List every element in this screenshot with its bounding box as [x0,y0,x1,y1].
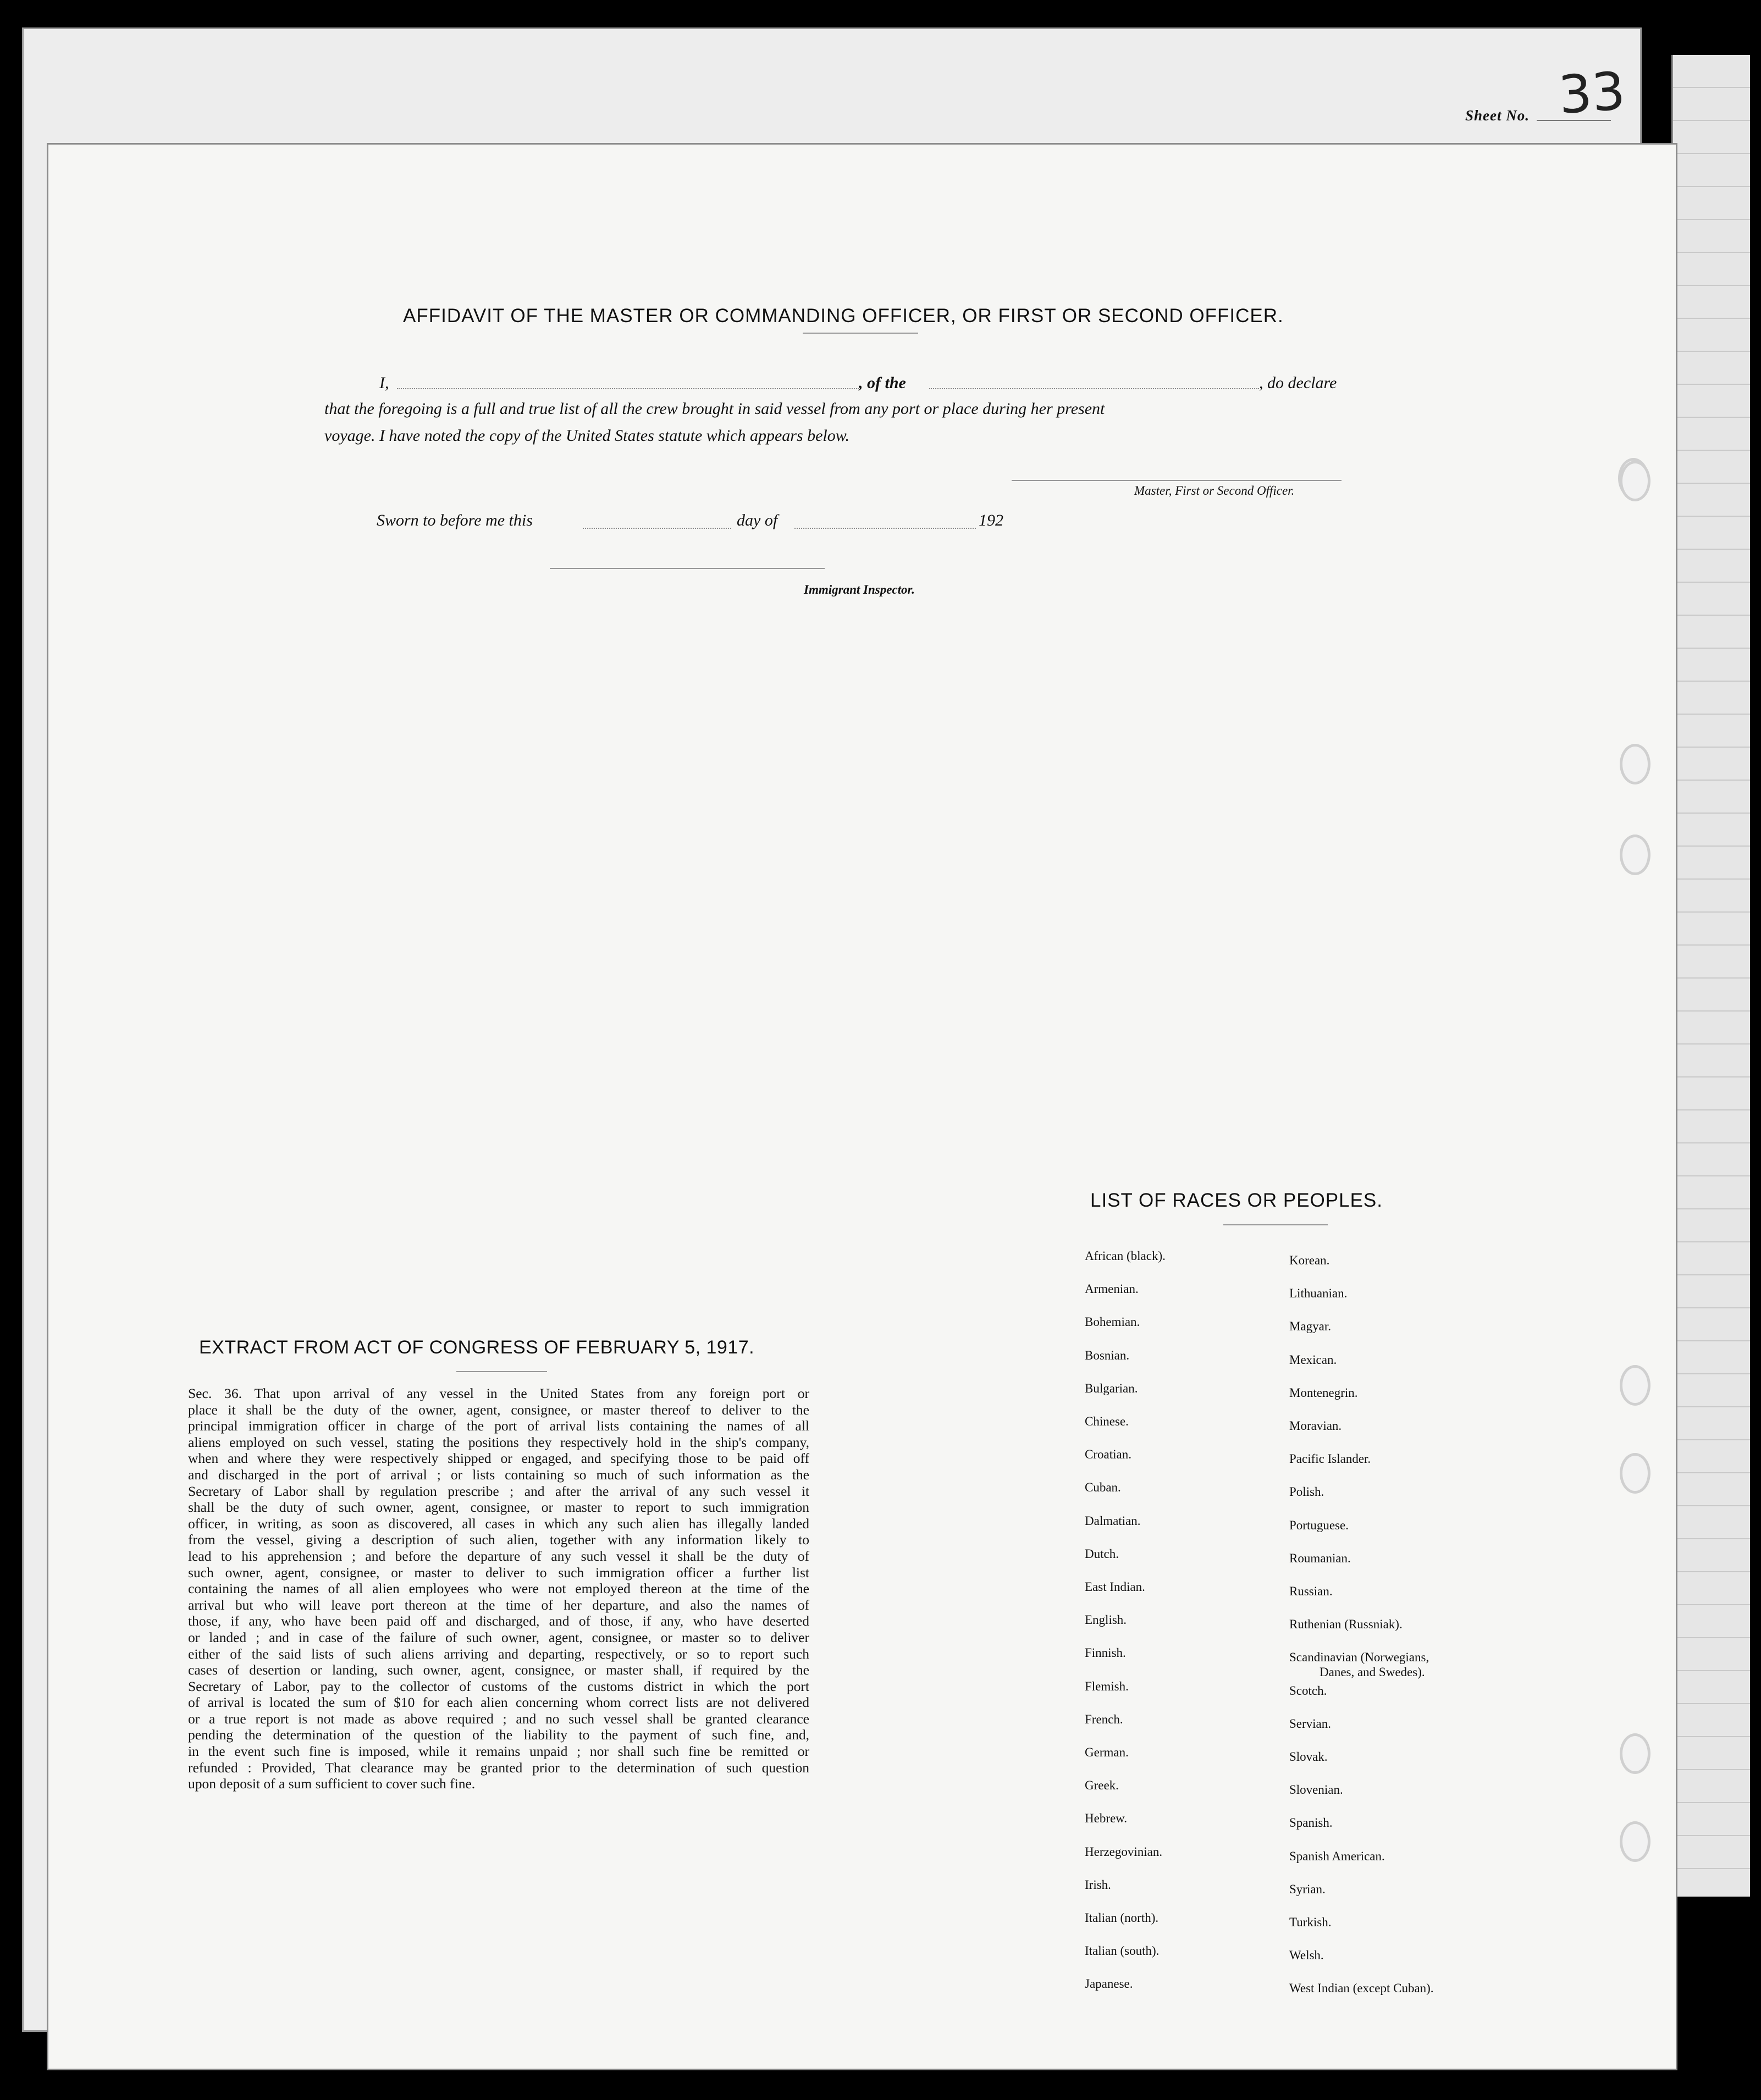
sheet-no-label: Sheet No. [1465,107,1530,124]
race-item: Roumanian. [1289,1551,1351,1565]
sec36-line: or a true report is not made as above required ; and no such vessel shall be granted clearance [188,1710,809,1727]
race-item: Croatian. [1085,1447,1131,1462]
race-item: Magyar. [1289,1319,1332,1334]
sec36-line: upon deposit of a sum sufficient to cover such fine. [188,1776,476,1792]
vessel-blank [929,388,1259,389]
race-item: Portuguese. [1289,1518,1349,1532]
affidavit-i-label: I, [379,374,389,392]
race-item: Finnish. [1085,1646,1126,1660]
sec36-line: place it shall be the duty of the owner, agent, consignee, or master thereof to deliver to the [188,1401,809,1418]
sworn-label: Sworn to before me this [377,511,533,529]
year-label: 192 [979,511,1003,529]
race-item: East Indian. [1085,1580,1145,1594]
race-item: West Indian (except Cuban). [1289,1981,1434,1996]
race-item: Slovak. [1289,1750,1328,1764]
race-item: African (black). [1085,1249,1166,1263]
section-36-text [188,1385,809,1792]
race-item: Slovenian. [1289,1783,1343,1797]
sec36-line: principal immigration officer in charge of the port of arrival lists containing the names of all [188,1418,809,1434]
sec36-line: when and where they were respectively shipped or engaged, and specifying those to be paid off [188,1450,809,1467]
sec36-line: such owner, agent, consignee, or master to deliver to such immigration officer a further list [188,1564,809,1580]
race-item: Armenian. [1085,1282,1139,1296]
sec36-line: officer, in writing, as soon as discovered, all cases in which any such alien has illegally landed [188,1515,809,1532]
race-item: Greek. [1085,1778,1119,1793]
binder-hole-icon [1620,1733,1650,1774]
race-item: Moravian. [1289,1419,1342,1433]
sec36-line: arrival but who will leave port thereon at the time of her departure, and also the names of [188,1596,809,1613]
affidavit-title: AFFIDAVIT OF THE MASTER OR COMMANDING OFFICER, OR FIRST OR SECOND OFFICER. [403,305,1284,327]
race-item: Dutch. [1085,1546,1119,1561]
race-item: Cuban. [1085,1480,1121,1495]
races-underline [1223,1224,1328,1225]
race-item: Bulgarian. [1085,1381,1138,1395]
race-item: Ruthenian (Russniak). [1289,1617,1403,1632]
affidavit-line-2: that the foregoing is a full and true list of all the crew brought in said vessel from any port or place during her present [324,400,1105,418]
race-item: Spanish. [1289,1816,1333,1830]
sec36-line: or landed ; and in case of the failure of such owner, agent, consignee, or master so to deliver [188,1629,809,1645]
sec36-line: Secretary of Labor shall by regulation prescribe ; and after the arrival of any such vessel it [188,1483,809,1499]
race-item: Irish. [1085,1877,1111,1892]
extract-underline [456,1371,547,1372]
binder-hole-icon [1620,744,1650,784]
race-item: Polish. [1289,1485,1324,1499]
race-item: Bosnian. [1085,1348,1130,1362]
race-item: Dalmatian. [1085,1513,1141,1528]
sec36-line: containing the names of all alien employees who were not employed thereon at the time of the [188,1580,809,1597]
name-blank [397,388,859,389]
sec36-line: those, if any, who have been paid off and discharged, and of those, if any, who have deserted [188,1613,809,1629]
race-item: Montenegrin. [1289,1385,1358,1400]
immigrant-inspector-label: Immigrant Inspector. [804,583,915,596]
race-item: Danes, and Swedes). [1320,1665,1425,1679]
race-item: Pacific Islander. [1289,1452,1371,1466]
sec36-line: in the event such fine is imposed, while it remains unpaid ; nor shall such fine be remitted or [188,1743,809,1760]
race-item: Chinese. [1085,1414,1129,1428]
sworn-day-blank [583,528,731,529]
race-item: Syrian. [1289,1882,1326,1896]
race-item: Japanese. [1085,1977,1133,1991]
sec36-line: and discharged in the port of arrival ; or lists containing so much of such information as the [188,1466,809,1483]
race-item: Russian. [1289,1584,1333,1598]
sec36-line: lead to his apprehension ; and before the departure of any such vessel it shall be the duty of [188,1548,809,1564]
binder-hole-icon [1620,1365,1650,1406]
extract-title: EXTRACT FROM ACT OF CONGRESS OF FEBRUARY 5, 1917. [199,1337,755,1358]
sec36-line: refunded : Provided, That clearance may be granted prior to the determination of such question [188,1759,809,1776]
master-officer-label: Master, First or Second Officer. [1134,484,1295,498]
races-title: LIST OF RACES OR PEOPLES. [1090,1190,1383,1211]
race-item: Scandinavian (Norwegians, [1289,1650,1429,1665]
race-item: German. [1085,1745,1129,1759]
race-item: Turkish. [1289,1915,1332,1929]
binder-hole-icon [1620,835,1650,875]
sec36-line: of arrival is located the sum of $10 for each alien concerning whom correct lists are not delivered [188,1694,809,1711]
race-item: Korean. [1289,1253,1330,1267]
binder-hole-icon [1620,1821,1650,1862]
month-blank [794,528,976,529]
binder-hole-icon [1620,461,1650,501]
race-item: Herzegovinian. [1085,1844,1163,1859]
race-item: English. [1085,1613,1127,1627]
binder-hole-icon [1620,1453,1650,1494]
day-of-label: day of [737,511,778,529]
race-item: Italian (south). [1085,1944,1160,1958]
race-item: Mexican. [1289,1352,1337,1367]
race-item: Spanish American. [1289,1849,1385,1863]
affidavit-do-declare: , do declare [1259,374,1337,392]
race-item: Hebrew. [1085,1811,1128,1826]
race-item: Scotch. [1289,1683,1327,1698]
inspector-signature-line [550,568,825,569]
affidavit-line-3: voyage. I have noted the copy of the United States statute which appears below. [324,427,850,445]
sec36-line: pending the determination of the question of the liability to the payment of such fine, and, [188,1727,809,1743]
sec36-line: cases of desertion or landing, such owner, agent, consignee, or master shall, if required by the [188,1662,809,1678]
sec36-line: Sec. 36. That upon arrival of any vessel in the United States from any foreign port or [188,1385,809,1401]
sec36-line: Secretary of Labor, pay to the collector of customs of the customs district in which the port [188,1678,809,1694]
race-item: Welsh. [1289,1948,1324,1963]
race-item: Flemish. [1085,1679,1129,1693]
race-item: Italian (north). [1085,1911,1159,1925]
adjacent-sheet-strip [1671,55,1750,1897]
title-underline [803,333,918,334]
sec36-line: either of the said lists of such aliens arriving and departing, respectively, or so to report such [188,1645,809,1662]
sec36-line: from the vessel, giving a description of such alien, together with any information likely to [188,1532,809,1548]
sheet-number-handwritten: 33 [1556,60,1627,126]
race-item: French. [1085,1712,1123,1726]
sec36-line: shall be the duty of such owner, agent, consignee, or master to report to such immigration [188,1499,809,1516]
signature-line [1012,480,1342,481]
sec36-line: aliens employed on such vessel, stating the positions they respectively hold in the ship's company, [188,1434,809,1450]
race-item: Bohemian. [1085,1315,1140,1329]
race-item: Lithuanian. [1289,1286,1348,1301]
affidavit-of-the: , of the [859,374,906,392]
race-item: Servian. [1289,1716,1332,1731]
